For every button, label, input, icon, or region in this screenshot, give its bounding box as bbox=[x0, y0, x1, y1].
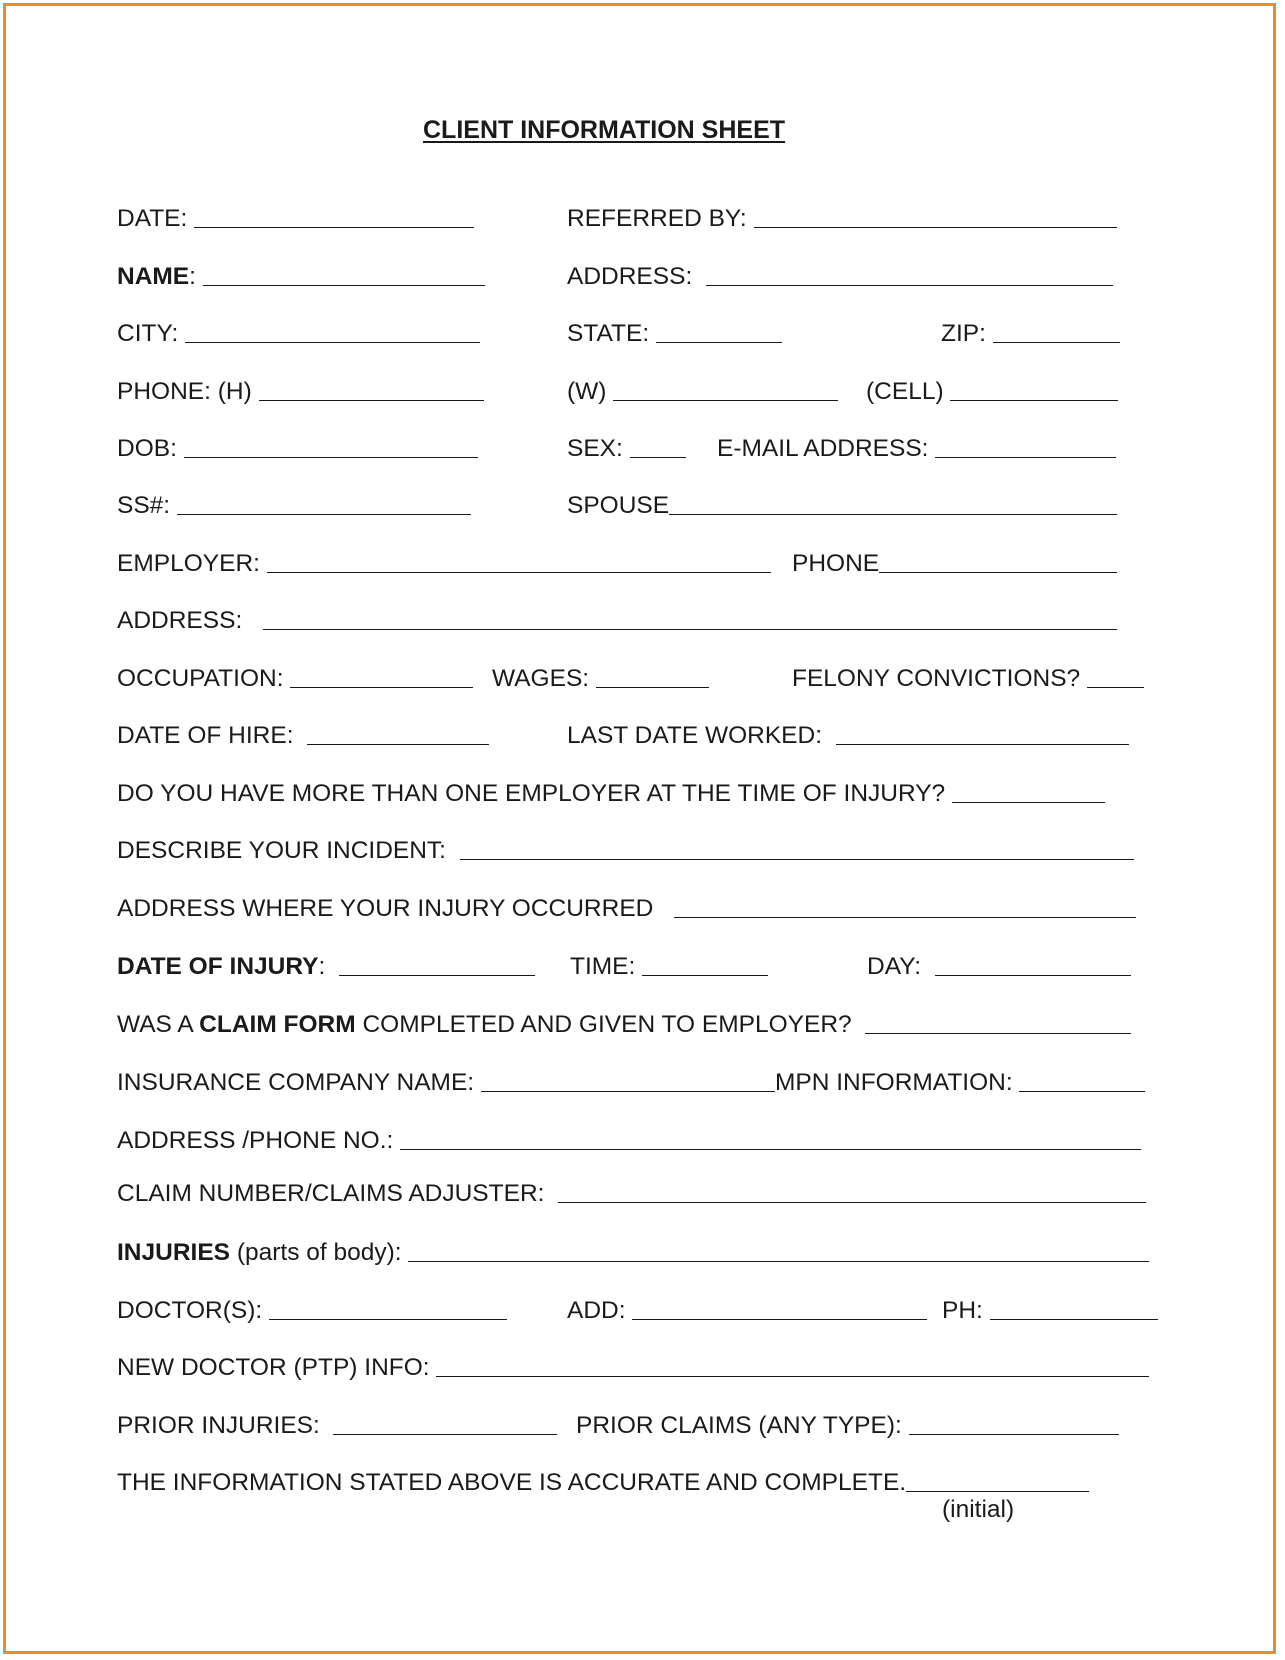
initial-caption: (initial) bbox=[942, 1496, 1015, 1523]
claim-number-blank[interactable] bbox=[558, 1201, 1146, 1203]
injuries-label-bold: INJURIES bbox=[117, 1239, 231, 1266]
employer-address-label: ADDRESS: bbox=[117, 607, 263, 634]
phone-work-blank[interactable] bbox=[613, 399, 838, 401]
doctor-add-label: ADD: bbox=[567, 1297, 633, 1324]
zip-label: ZIP: bbox=[941, 320, 993, 347]
form-title: CLIENT INFORMATION SHEET bbox=[423, 116, 786, 144]
claim-form-label-post: COMPLETED AND GIVEN TO EMPLOYER? bbox=[355, 1011, 866, 1038]
prior-claims-label: PRIOR CLAIMS (ANY TYPE): bbox=[576, 1412, 909, 1439]
doctor-ph-label: PH: bbox=[942, 1297, 990, 1324]
referred-by-label: REFERRED BY: bbox=[567, 205, 754, 232]
claim-number-label: CLAIM NUMBER/CLAIMS ADJUSTER: bbox=[117, 1180, 559, 1207]
date-of-hire-blank[interactable] bbox=[307, 743, 489, 745]
multiple-employers-field bbox=[117, 779, 1105, 809]
date-label: DATE: bbox=[117, 205, 195, 232]
insurance-company-blank[interactable] bbox=[481, 1090, 775, 1092]
state-field bbox=[567, 319, 782, 349]
day-label: DAY: bbox=[867, 953, 935, 980]
prior-claims-field bbox=[576, 1411, 1119, 1441]
date-of-injury-label: DATE OF INJURY bbox=[117, 953, 319, 980]
doctor-ph-field bbox=[942, 1296, 1158, 1326]
phone-home-label: PHONE: (H) bbox=[117, 378, 259, 405]
ss-field bbox=[117, 491, 471, 521]
address-phone-label: ADDRESS /PHONE NO.: bbox=[117, 1127, 401, 1154]
employer-phone-field bbox=[792, 549, 1117, 579]
spouse-blank[interactable] bbox=[669, 513, 1117, 515]
occupation-blank[interactable] bbox=[290, 686, 473, 688]
city-blank[interactable] bbox=[185, 341, 480, 343]
doctors-field bbox=[117, 1296, 507, 1326]
dob-blank[interactable] bbox=[184, 456, 478, 458]
statement-field bbox=[117, 1468, 1089, 1498]
zip-field bbox=[941, 319, 1120, 349]
page-border bbox=[3, 3, 1276, 1654]
spouse-field bbox=[567, 491, 1117, 521]
employer-label: EMPLOYER: bbox=[117, 550, 267, 577]
felony-label: FELONY CONVICTIONS? bbox=[792, 665, 1087, 692]
mpn-blank[interactable] bbox=[1019, 1090, 1145, 1092]
felony-field bbox=[792, 664, 1144, 694]
phone-work-field bbox=[567, 377, 838, 407]
injury-address-blank[interactable] bbox=[674, 916, 1136, 918]
claim-form-label-pre: WAS A bbox=[117, 1011, 200, 1038]
employer-blank[interactable] bbox=[267, 571, 771, 573]
prior-injuries-label: PRIOR INJURIES: bbox=[117, 1412, 334, 1439]
claim-number-field bbox=[117, 1179, 1146, 1209]
insurance-company-label: INSURANCE COMPANY NAME: bbox=[117, 1069, 481, 1096]
occupation-label: OCCUPATION: bbox=[117, 665, 291, 692]
employer-phone-label: PHONE bbox=[792, 550, 880, 577]
spouse-label: SPOUSE bbox=[567, 492, 670, 519]
injury-address-label: ADDRESS WHERE YOUR INJURY OCCURRED bbox=[117, 895, 674, 922]
state-label: STATE: bbox=[567, 320, 656, 347]
statement-label: THE INFORMATION STATED ABOVE IS ACCURATE AND COMPLETE. bbox=[117, 1469, 907, 1496]
employer-phone-blank[interactable] bbox=[879, 571, 1117, 573]
doctors-label: DOCTOR(S): bbox=[117, 1297, 269, 1324]
date-of-injury-label-colon: : bbox=[318, 953, 339, 980]
describe-incident-label: DESCRIBE YOUR INCIDENT: bbox=[117, 837, 460, 864]
address-phone-field bbox=[117, 1126, 1141, 1156]
phone-cell-blank[interactable] bbox=[950, 399, 1118, 401]
describe-incident-field bbox=[117, 836, 1134, 866]
doctors-blank[interactable] bbox=[269, 1318, 507, 1320]
address-field bbox=[567, 262, 1113, 292]
zip-blank[interactable] bbox=[993, 341, 1120, 343]
dob-field bbox=[117, 434, 478, 464]
name-blank[interactable] bbox=[203, 284, 485, 286]
multiple-employers-blank[interactable] bbox=[952, 801, 1105, 803]
phone-work-label: (W) bbox=[567, 378, 614, 405]
employer-address-blank[interactable] bbox=[263, 628, 1117, 630]
prior-injuries-blank[interactable] bbox=[333, 1433, 557, 1435]
last-date-worked-field bbox=[567, 721, 1129, 751]
address-blank[interactable] bbox=[706, 284, 1113, 286]
claim-form-label-bold: CLAIM FORM bbox=[199, 1011, 356, 1038]
sex-blank[interactable] bbox=[630, 456, 686, 458]
email-field bbox=[717, 434, 1116, 464]
new-doctor-field bbox=[117, 1353, 1149, 1383]
city-label: CITY: bbox=[117, 320, 186, 347]
referred-by-blank[interactable] bbox=[754, 226, 1117, 228]
time-field bbox=[570, 952, 768, 982]
date-of-hire-field bbox=[117, 721, 489, 751]
time-label: TIME: bbox=[570, 953, 643, 980]
day-field bbox=[867, 952, 1131, 982]
phone-cell-label: (CELL) bbox=[866, 378, 951, 405]
wages-field bbox=[492, 664, 709, 694]
state-blank[interactable] bbox=[656, 341, 782, 343]
name-label-colon: : bbox=[189, 263, 203, 290]
felony-blank[interactable] bbox=[1087, 686, 1144, 688]
date-field bbox=[117, 204, 474, 234]
phone-home-blank[interactable] bbox=[259, 399, 484, 401]
date-of-injury-blank[interactable] bbox=[339, 974, 535, 976]
email-label: E-MAIL ADDRESS: bbox=[717, 435, 936, 462]
sex-field bbox=[567, 434, 686, 464]
last-date-worked-blank[interactable] bbox=[836, 743, 1129, 745]
occupation-field bbox=[117, 664, 473, 694]
new-doctor-label: NEW DOCTOR (PTP) INFO: bbox=[117, 1354, 437, 1381]
insurance-company-field bbox=[117, 1068, 1145, 1098]
multiple-employers-label: DO YOU HAVE MORE THAN ONE EMPLOYER AT THE TIME OF INJURY? bbox=[117, 780, 952, 807]
claim-form-field bbox=[117, 1010, 1131, 1040]
ss-label: SS#: bbox=[117, 492, 177, 519]
employer-address-field bbox=[117, 606, 1117, 636]
doctor-add-field bbox=[567, 1296, 927, 1326]
last-date-worked-label: LAST DATE WORKED: bbox=[567, 722, 836, 749]
injuries-label-rest: (parts of body): bbox=[230, 1239, 409, 1266]
new-doctor-blank[interactable] bbox=[436, 1375, 1149, 1377]
employer-field bbox=[117, 549, 771, 579]
describe-incident-blank[interactable] bbox=[460, 858, 1134, 860]
wages-label: WAGES: bbox=[492, 665, 596, 692]
wages-blank[interactable] bbox=[596, 686, 709, 688]
phone-home-field bbox=[117, 377, 484, 407]
mpn-label: MPN INFORMATION: bbox=[774, 1069, 1020, 1096]
injury-address-field bbox=[117, 894, 1136, 924]
prior-claims-blank[interactable] bbox=[909, 1433, 1119, 1435]
ss-blank[interactable] bbox=[177, 513, 471, 515]
injuries-blank[interactable] bbox=[408, 1260, 1149, 1262]
phone-cell-field bbox=[866, 377, 1118, 407]
email-blank[interactable] bbox=[935, 456, 1116, 458]
date-of-hire-label: DATE OF HIRE: bbox=[117, 722, 308, 749]
date-of-injury-field bbox=[117, 952, 535, 982]
prior-injuries-field bbox=[117, 1411, 557, 1441]
address-label: ADDRESS: bbox=[567, 263, 706, 290]
time-blank[interactable] bbox=[642, 974, 768, 976]
doctor-add-blank[interactable] bbox=[632, 1318, 927, 1320]
dob-label: DOB: bbox=[117, 435, 184, 462]
date-blank[interactable] bbox=[194, 226, 474, 228]
claim-form-blank[interactable] bbox=[865, 1032, 1131, 1034]
name-field bbox=[117, 262, 485, 292]
initial-blank[interactable] bbox=[906, 1490, 1089, 1492]
doctor-ph-blank[interactable] bbox=[990, 1318, 1158, 1320]
day-blank[interactable] bbox=[935, 974, 1131, 976]
city-field bbox=[117, 319, 480, 349]
name-label: NAME bbox=[117, 263, 190, 290]
address-phone-blank[interactable] bbox=[400, 1148, 1141, 1150]
injuries-field bbox=[117, 1238, 1149, 1268]
referred-by-field bbox=[567, 204, 1117, 234]
sex-label: SEX: bbox=[567, 435, 630, 462]
